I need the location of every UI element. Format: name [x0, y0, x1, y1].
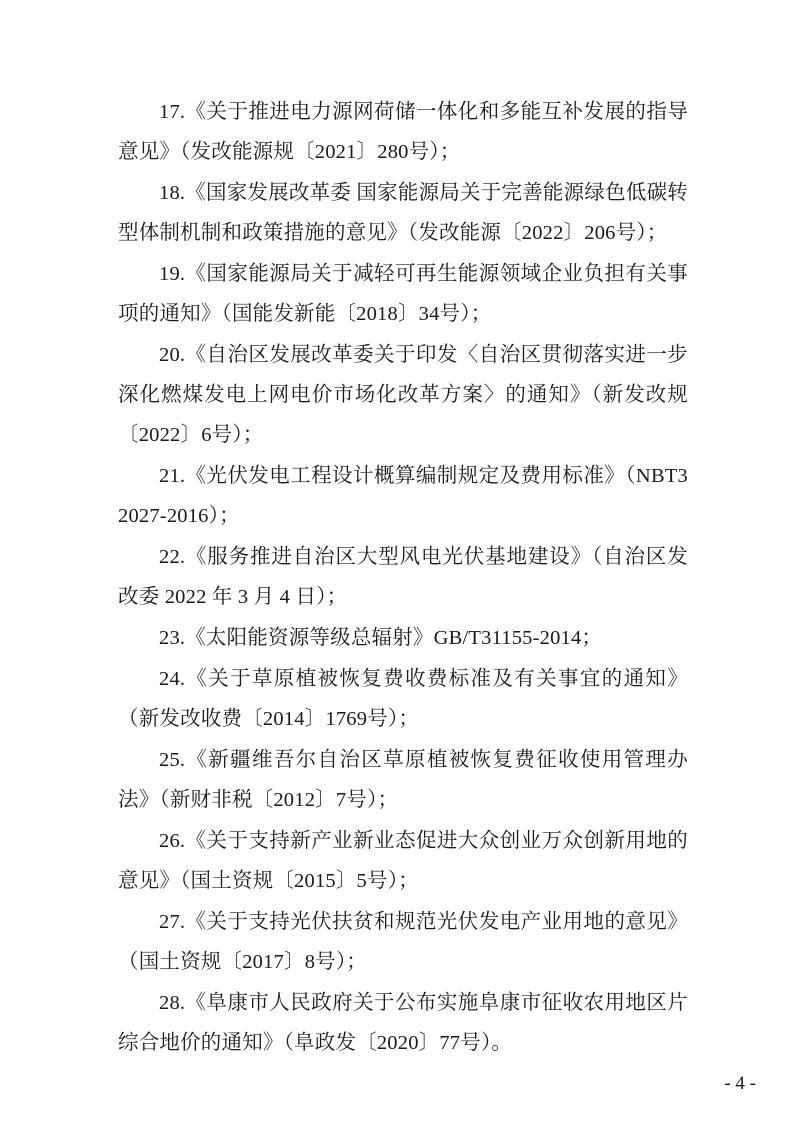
list-item: 17.《关于推进电力源网荷储一体化和多能互补发展的指导意见》（发改能源规〔2021〕280号）；: [118, 101, 688, 163]
list-item: 27.《关于支持光伏扶贫和规范光伏发电产业用地的意见》（国土资规〔2017〕8号）；: [118, 911, 688, 973]
list-item: 22.《服务推进自治区大型风电光伏基地建设》（自治区发改委 2022 年 3 月 4 日）；: [118, 546, 688, 608]
list-item: 26.《关于支持新产业新业态促进大众创业万众创新用地的意见》（国土资规〔2015〕5号）；: [118, 830, 688, 892]
list-item: 25.《新疆维吾尔自治区草原植被恢复费征收使用管理办法》（新财非税〔2012〕7号）；: [118, 749, 688, 811]
document-body: [118, 92, 688, 1064]
list-item: 21.《光伏发电工程设计概算编制规定及费用标准》（NBT32027-2016）；: [118, 465, 688, 527]
list-item: 20.《自治区发展改革委关于印发〈自治区贯彻落实进一步深化燃煤发电上网电价市场化改革方案〉的通知》（新发改规〔2022〕6号）；: [118, 344, 688, 446]
list-item: 28.《阜康市人民政府关于公布实施阜康市征收农用地区片综合地价的通知》（阜政发〔2020〕77号）。: [118, 992, 688, 1054]
list-item: 19.《国家能源局关于减轻可再生能源领域企业负担有关事项的通知》（国能发新能〔2018〕34号）；: [118, 263, 688, 325]
list-item: 24.《关于草原植被恢复费收费标准及有关事宜的通知》（新发改收费〔2014〕1769号）；: [118, 668, 688, 730]
list-item: 18.《国家发展改革委 国家能源局关于完善能源绿色低碳转型体制机制和政策措施的意见》（发改能源〔2022〕206号）；: [118, 182, 688, 244]
list-item: 23.《太阳能资源等级总辐射》GB/T31155-2014；: [159, 627, 603, 649]
page-number: - 4 -: [724, 1073, 756, 1094]
